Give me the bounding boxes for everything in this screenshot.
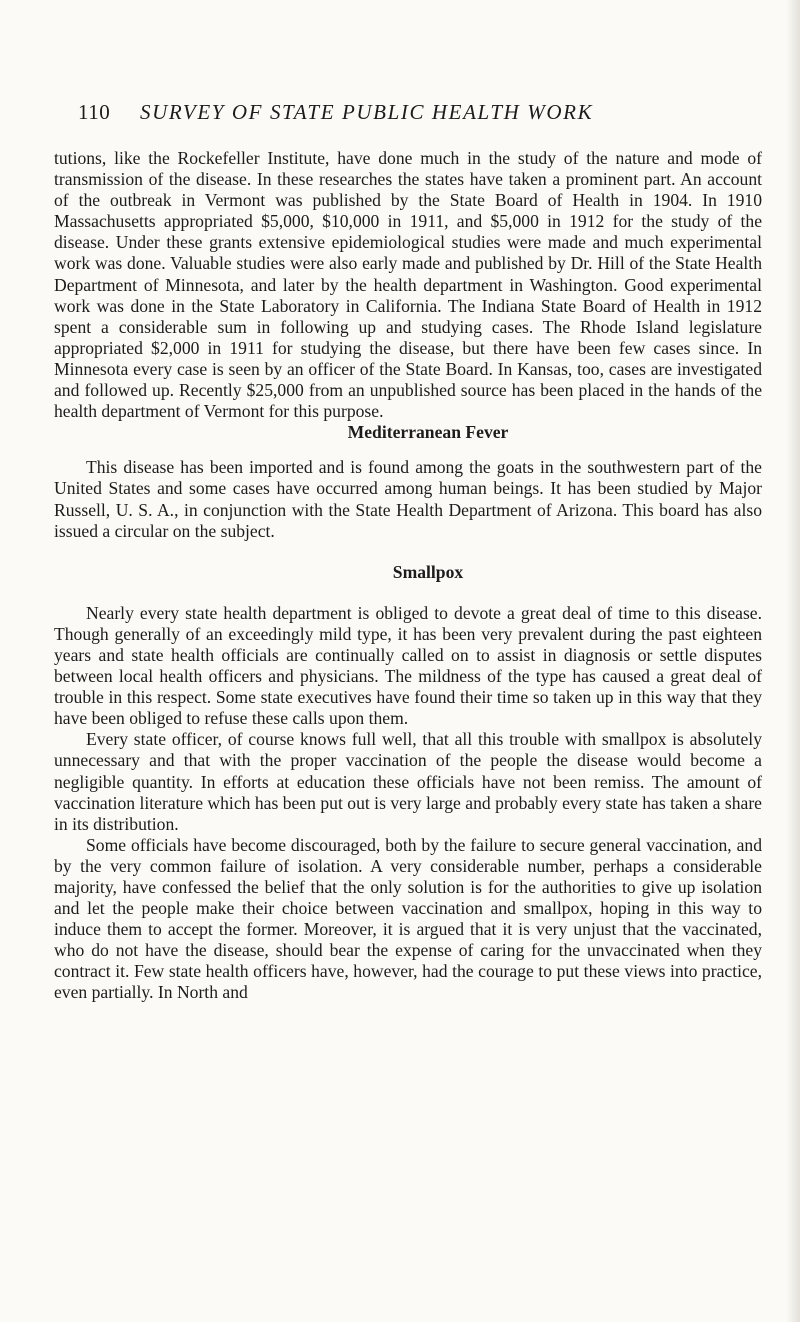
paragraph-rockefeller-studies: tutions, like the Rockefeller Institute, have done much in the study of the nature and mode of transmission of the disease. In these researches the states have taken a prominent part. An account of the outbreak in Vermont was published by the State Board of Health in 1904. In 1910 Massachusetts appropriated $5,000, $10,000 in 1911, and $5,000 in 1912 for the study of the disease. Under these grants extensive epidemiological studies were made and much experimental work was done. Valuable studies were also early made and published by Dr. Hill of the State Health Department of Minnesota, and later by the health department in Washington. Good experimental work was done in the State Laboratory in California. The Indiana State Board of Health in 1912 spent a considerable sum in following up and studying cases. The Rhode Island legislature appropriated $2,000 in 1911 for studying the disease, but there have been few cases since. In Minnesota every case is seen by an officer of the State Board. In Kansas, too, cases are investigated and followed up. Recently $25,000 from an unpublished source has been placed in the hands of the health department of Vermont for this purpose. <box>54 148 762 422</box>
heading-mediterranean-fever: Mediterranean Fever <box>347 422 509 443</box>
body-text <box>54 148 762 1004</box>
page-edge-shadow <box>786 0 800 1322</box>
heading-smallpox: Smallpox <box>392 561 464 582</box>
running-header <box>78 100 758 130</box>
paragraph-smallpox-vaccination: Every state officer, of course knows full well, that all this trouble with smallpox is absolutely unnecessary and that with the proper vaccination of the people the disease would become a negligible quantity. In efforts at education these officials have not been remiss. The amount of vaccination literature which has been put out is very large and probably every state has taken a share in its distribution. <box>54 729 762 834</box>
paragraph-smallpox-intro: Nearly every state health department is obliged to devote a great deal of time to this disease. Though generally of an exceedingly mild type, it has been very prevalent during the past eighteen years and state health officials are continually called on to assist in diagnosis or settle disputes between local health officers and physicians. The mildness of the type has caused a great deal of trouble in this respect. Some state executives have found their time so taken up in this way that they have been obliged to refuse these calls upon them. <box>54 602 762 729</box>
running-title: SURVEY OF STATE PUBLIC HEALTH WORK <box>140 100 594 124</box>
paragraph-mediterranean-fever: This disease has been imported and is found among the goats in the southwestern part of the United States and some cases have occurred among human beings. It has been studied by Major Russell, U. S. A., in conjunction with the State Health Department of Arizona. This board has also issued a circular on the subject. <box>54 457 762 541</box>
page-number: 110 <box>78 100 111 124</box>
paragraph-smallpox-isolation: Some officials have become discouraged, both by the failure to secure general vaccination, and by the very common failure of isolation. A very considerable number, perhaps a considerable majority, have confessed the belief that the only solution is for the authorities to give up isolation and let the people make their choice between vaccination and smallpox, hoping in this way to induce them to accept the former. Moreover, it is argued that it is very unjust that the vaccinated, who do not have the disease, should bear the expense of caring for the unvaccinated when they contract it. Few state health officers have, however, had the courage to put these views into practice, even partially. In North and <box>54 834 762 1003</box>
